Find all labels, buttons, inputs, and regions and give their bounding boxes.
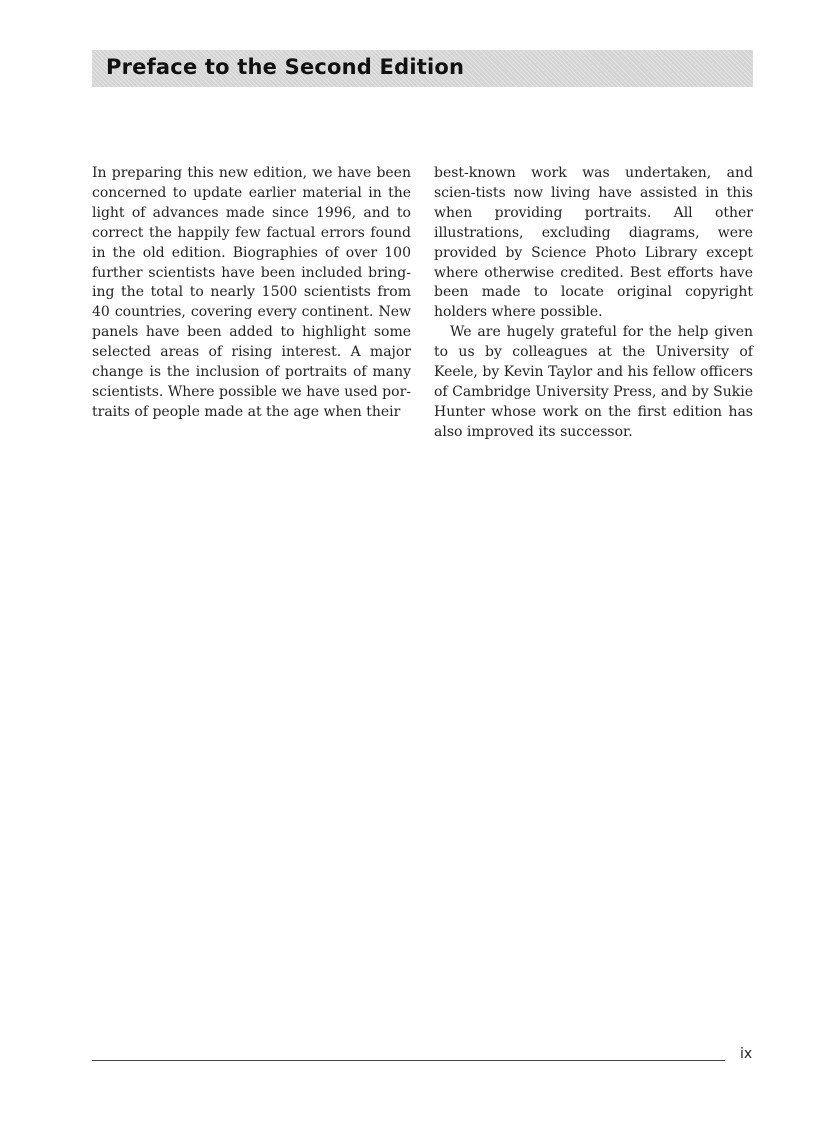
- section-title-bar: [92, 50, 753, 87]
- paragraph-acknowledgements: We are hugely grateful for the help given to us by colleagues at the University of Keele, by Kevin Taylor and his fellow officers of Cambridge University Press, and by Sukie Hunter whose work on the first edition has also improved its successor.: [434, 324, 753, 440]
- paragraph-preface-intro: In preparing this new edition, we have been concerned to update earlier material in the light of advances made since 1996, and to correct the happily few factual errors found in the old edition. Biographies of over 100 further scientists have been included bring-ing the total to nearly 1500 scientists from 40 countries, covering every continent. New panels have been added to highlight some selected areas of rising interest. A major change is the inclusion of portraits of many scientists. Where possible we have used por-traits of people made at the age when their: [92, 165, 411, 420]
- page-number: ix: [740, 1046, 753, 1062]
- text-column-left: [92, 164, 411, 423]
- page-title: Preface to the Second Edition: [106, 55, 465, 79]
- paragraph-preface-intro-continued: best-known work was undertaken, and scien-tists now living have assisted in this when providing portraits. All other illustrations, excluding diagrams, were provided by Science Photo Library except where otherwise credited. Best efforts have been made to locate original copyright holders where possible.: [434, 165, 753, 321]
- footer-rule: [92, 1060, 725, 1061]
- text-column-right: [434, 164, 753, 443]
